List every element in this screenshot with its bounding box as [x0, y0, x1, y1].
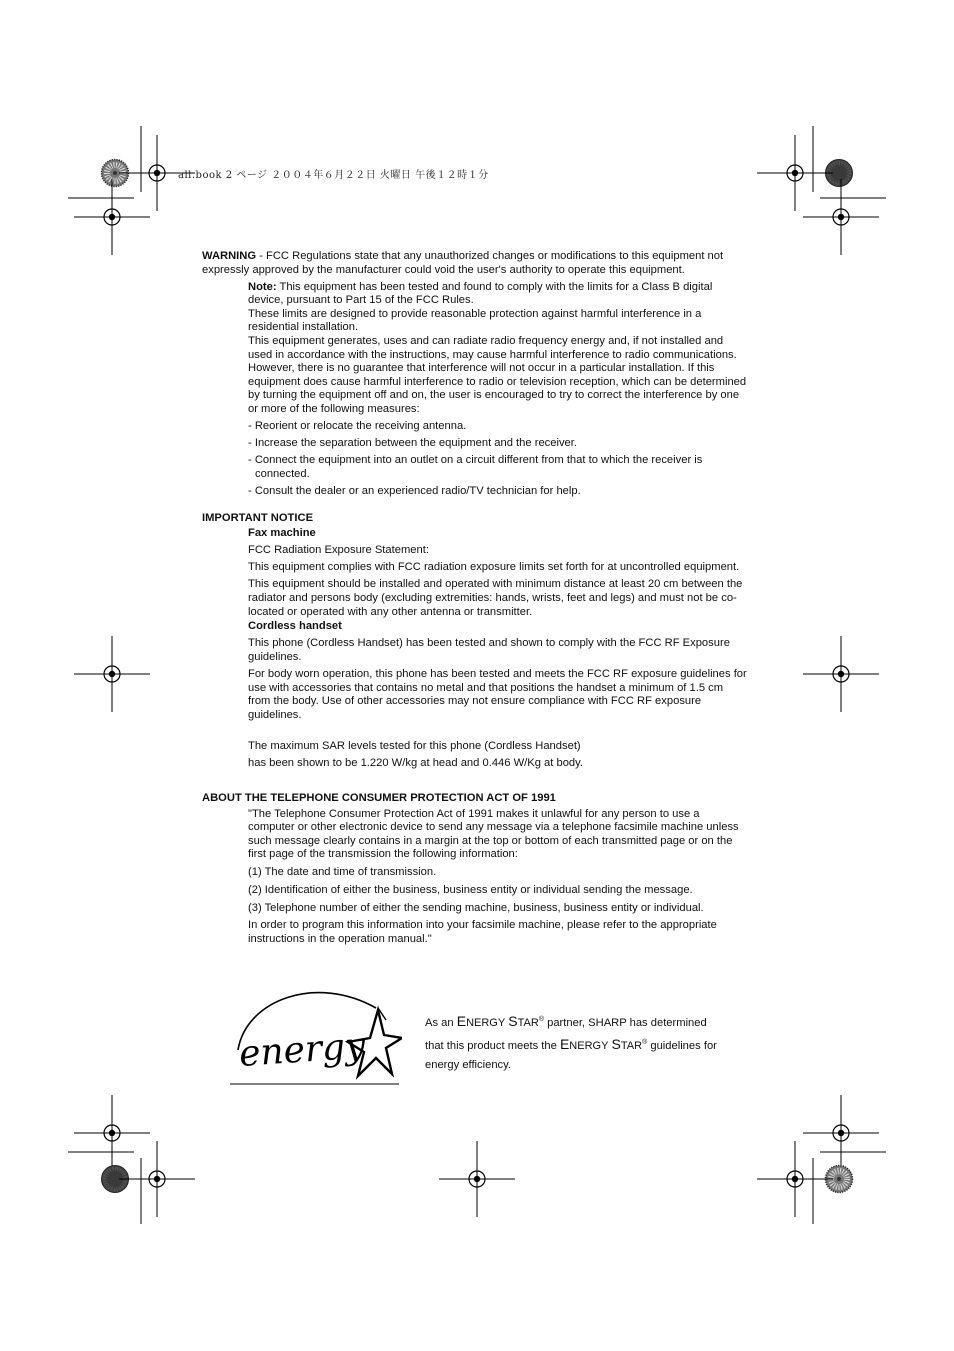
warning-paragraph [202, 250, 747, 277]
tcpa-heading: ABOUT THE TELEPHONE CONSUMER PROTECTION ACT OF 1991 [202, 792, 556, 805]
fax-paragraph: This equipment should be installed and operated with minimum distance at least 20 cm between the radiator and persons body (excluding extremities: hands, wrists, feet and legs) and must not be co-located or operated with any other antenna or transmitter. [248, 578, 743, 618]
warning-label: WARNING [202, 250, 257, 262]
note-paragraph [248, 281, 747, 308]
tcpa-item: (1) The date and time of transmission. [248, 865, 437, 878]
fax-machine-heading: Fax machine [248, 527, 316, 540]
tcpa-paragraph: In order to program this information into your facsimile machine, please refer to the appropriate instructions in the operation manual." [248, 919, 717, 945]
measure-item: - Reorient or relocate the receiving antenna. [248, 420, 467, 433]
energy-star-statement: As an ENERGY STAR® partner, SHARP has determined that this product meets the ENERGY STAR® guidelines for energy efficiency. [425, 1013, 717, 1071]
measure-item: - Connect the equipment into an outlet on a circuit different from that to which the receiver is connected. [248, 454, 703, 480]
tcpa-item: (3) Telephone number of either the sending machine, business, business entity or individual. [248, 901, 704, 914]
fax-paragraph: This equipment complies with FCC radiation exposure limits set forth for at uncontrolled equipment. [248, 561, 740, 574]
energy-logo-word: energy [237, 1025, 367, 1075]
tcpa-item: (2) Identification of either the business, business entity or individual sending the message. [248, 884, 693, 897]
tcpa-paragraph: "The Telephone Consumer Protection Act of 1991 makes it unlawful for any person to use a computer or other electronic device to send any message via a telephone facsimile machine unless such message clearly contains in a margin at the top or bottom of each transmitted page or on the first page of the transmission the following information: [248, 807, 739, 861]
warning-text: - FCC Regulations state that any unauthorized changes or modifications to this equipment not expressly approved by the manufacturer could void the user's authority to operate this equipment. [202, 250, 724, 276]
measure-item: - Increase the separation between the equipment and the receiver. [248, 437, 577, 450]
note-label: Note: [248, 280, 277, 293]
interference-paragraph: This equipment generates, uses and can radiate radio frequency energy and, if not installed and used in accordance with the instructions, may cause harmful interference to radio communications. However, there is no guarantee that interference will not occur in a particular installation. If this equipment does cause harmful interference to radio or television reception, which can be determined by turning the equipment off and on, the user is encouraged to try to correct the interference by one or more of the following measures: [248, 335, 747, 416]
handset-paragraph: This phone (Cordless Handset) has been tested and shown to comply with the FCC RF Exposure guidelines. [248, 637, 730, 663]
cordless-handset-heading: Cordless handset [248, 620, 342, 633]
sar-line: The maximum SAR levels tested for this phone (Cordless Handset) [248, 739, 581, 752]
print-file-stamp: all.book 2 ページ ２００４年６月２２日 火曜日 午後１２時１分 [178, 170, 489, 181]
important-notice-heading: IMPORTANT NOTICE [202, 511, 314, 524]
sar-line: has been shown to be 1.220 W/kg at head and 0.446 W/Kg at body. [248, 757, 584, 769]
fax-paragraph: FCC Radiation Exposure Statement: [248, 544, 429, 557]
measure-item: - Consult the dealer or an experienced radio/TV technician for help. [248, 485, 581, 497]
energy-star-logo [226, 980, 402, 1088]
document-body [202, 250, 747, 950]
note-text: This equipment has been tested and found to comply with the limits for a Class B digital device, pursuant to Part 15 of the FCC Rules. [248, 280, 713, 307]
handset-paragraph: For body worn operation, this phone has been tested and meets the FCC RF exposure guidelines for use with accessories that contains no metal and that positions the handset a minimum of 1.5 cm from the body. Use of other accessories may not ensure compliance with FCC RF exposure guidelines. [248, 668, 747, 721]
limits-paragraph: These limits are designed to provide reasonable protection against harmful interference in a residential installation. [248, 307, 702, 334]
